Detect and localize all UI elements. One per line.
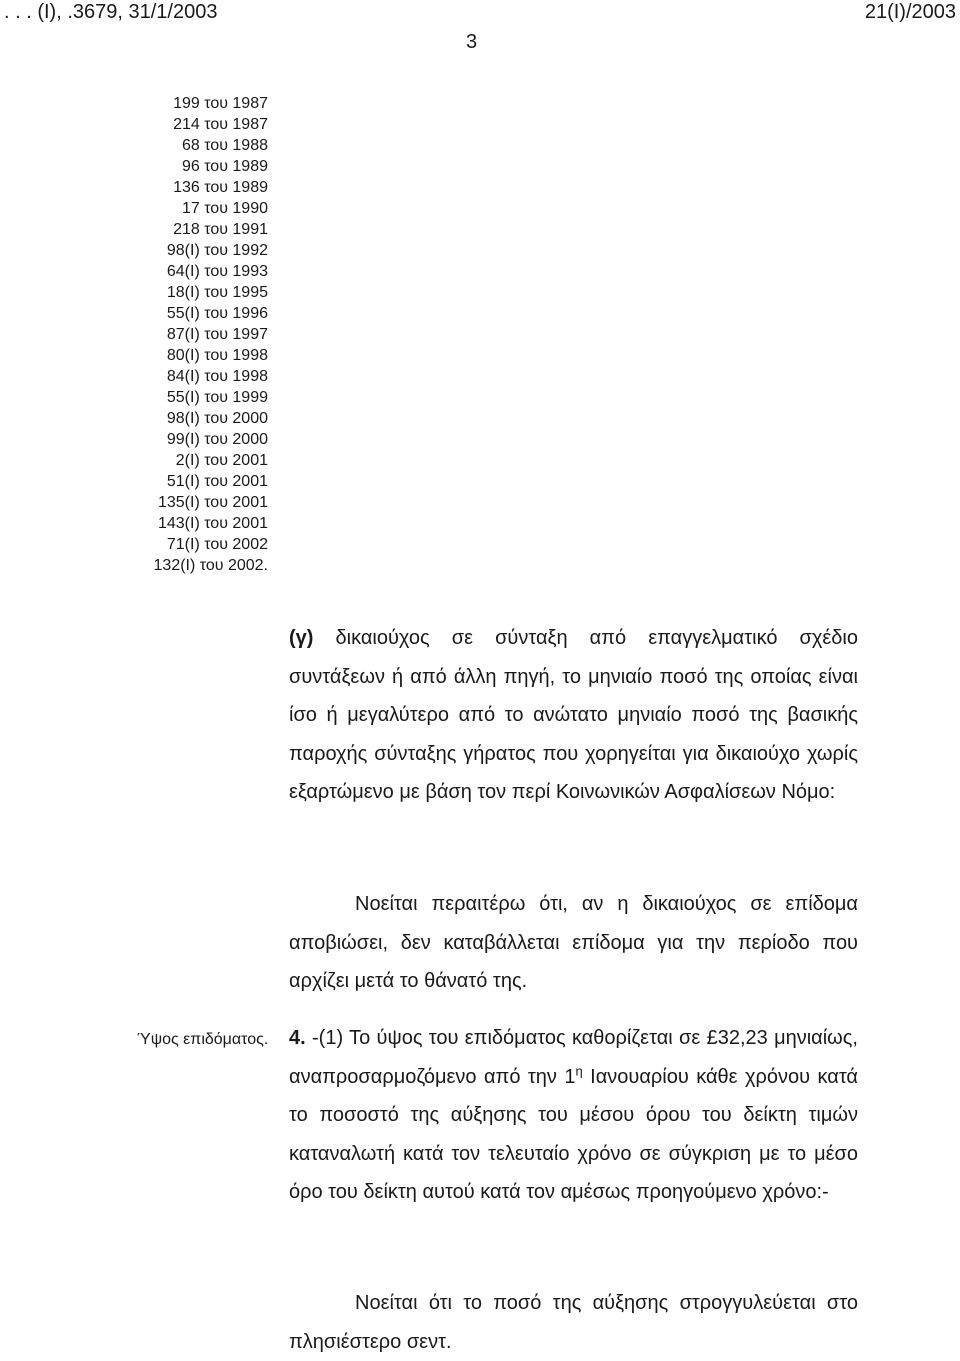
- allowance-amount: 32,23: [717, 1027, 768, 1049]
- legislation-reference: 87(Ι) του 1997: [166, 326, 268, 343]
- subsection-number: -(1): [312, 1027, 344, 1049]
- legislation-references-list: [154, 93, 268, 576]
- proviso-paragraph: Νοείται ότι το ποσό της αύξησης στρογγυλεύεται στο πλησιέστερο σεντ.: [289, 1292, 858, 1353]
- legislation-reference: 68 του 1988: [181, 137, 268, 154]
- legislation-reference: 218 του 1991: [173, 221, 268, 238]
- legislation-reference: 2(Ι) του 2001: [175, 452, 268, 469]
- section-margin-note: Ύψος επιδόματος.: [137, 1031, 269, 1048]
- legislation-reference: 96 του 1989: [181, 158, 268, 175]
- section-text-part: Το ύψος του επιδόματος καθορίζεται σε: [343, 1027, 707, 1049]
- legislation-reference: 214 του 1987: [173, 116, 268, 133]
- legislation-reference: 17 του 1990: [181, 200, 268, 217]
- legislation-reference: 55(Ι) του 1999: [166, 389, 268, 406]
- section-text-part: Ιανουαρίου κάθε χρόνου κατά το ποσοστό της αύξησης του μέσου όρου του δείκτη τιμών καταναλωτή κατά τον τελευταίο χρόνο σε σύγκριση με το μέσο όρο του δείκτη αυτού κατά τον αμέσως προηγούμενο χρόνο:-: [289, 1065, 858, 1203]
- legislation-reference: 98(Ι) του 1992: [166, 242, 268, 259]
- legislation-reference: 99(Ι) του 2000: [166, 431, 268, 448]
- legislation-reference: 132(Ι) του 2002.: [153, 557, 268, 574]
- legislation-reference: 51(Ι) του 2001: [166, 473, 268, 490]
- legislation-reference: 80(Ι) του 1998: [166, 347, 268, 364]
- proviso-paragraph: Νοείται περαιτέρω ότι, αν η δικαιούχος σε επίδομα αποβιώσει, δεν καταβάλλεται επίδομα για την περίοδο που αρχίζει μετά το θάνατό της.: [289, 893, 858, 992]
- section-number: 4.: [289, 1027, 306, 1049]
- clause-g-paragraph: [289, 619, 858, 812]
- legislation-reference: 84(Ι) του 1998: [166, 368, 268, 385]
- legislation-reference: 135(Ι) του 2001: [157, 494, 268, 511]
- ordinal-suffix: η: [575, 1062, 583, 1078]
- section-4-paragraph: [289, 1019, 858, 1212]
- legislation-reference: 71(Ι) του 2002: [166, 536, 268, 553]
- law-number-header: 21(Ι)/2003: [864, 1, 956, 23]
- pound-sign-icon: £: [706, 1027, 718, 1049]
- section-text-part: μηνιαίως, αναπροσαρμοζόμενο από την 1: [289, 1027, 858, 1088]
- gazette-header-left: . . . (Ι), .3679, 31/1/2003: [4, 1, 218, 23]
- page-number: 3: [466, 31, 478, 53]
- legislation-reference: 64(Ι) του 1993: [166, 263, 268, 280]
- legislation-reference: 98(Ι) του 2000: [166, 410, 268, 427]
- clause-label: (γ): [289, 627, 314, 649]
- legislation-reference: 55(Ι) του 1996: [166, 305, 268, 322]
- legislation-reference: 199 του 1987: [173, 95, 268, 112]
- clause-g-text: δικαιούχος σε σύνταξη από επαγγελματικό σχέδιο συντάξεων ή από άλλη πηγή, το μηνιαίο ποσό της οποίας είναι ίσο ή μεγαλύτερο από το ανώτατο μηνιαίο ποσό της βασικής παροχής σύνταξης γήρατος που χορηγείται για δικαιούχο χωρίς εξαρτώμενο με βάση τον περί Κοινωνικών Ασφαλίσεων Νόμο:: [289, 627, 858, 803]
- legislation-reference: 143(Ι) του 2001: [157, 515, 268, 532]
- legislation-reference: 136 του 1989: [173, 179, 268, 196]
- legislation-reference: 18(Ι) του 1995: [166, 284, 268, 301]
